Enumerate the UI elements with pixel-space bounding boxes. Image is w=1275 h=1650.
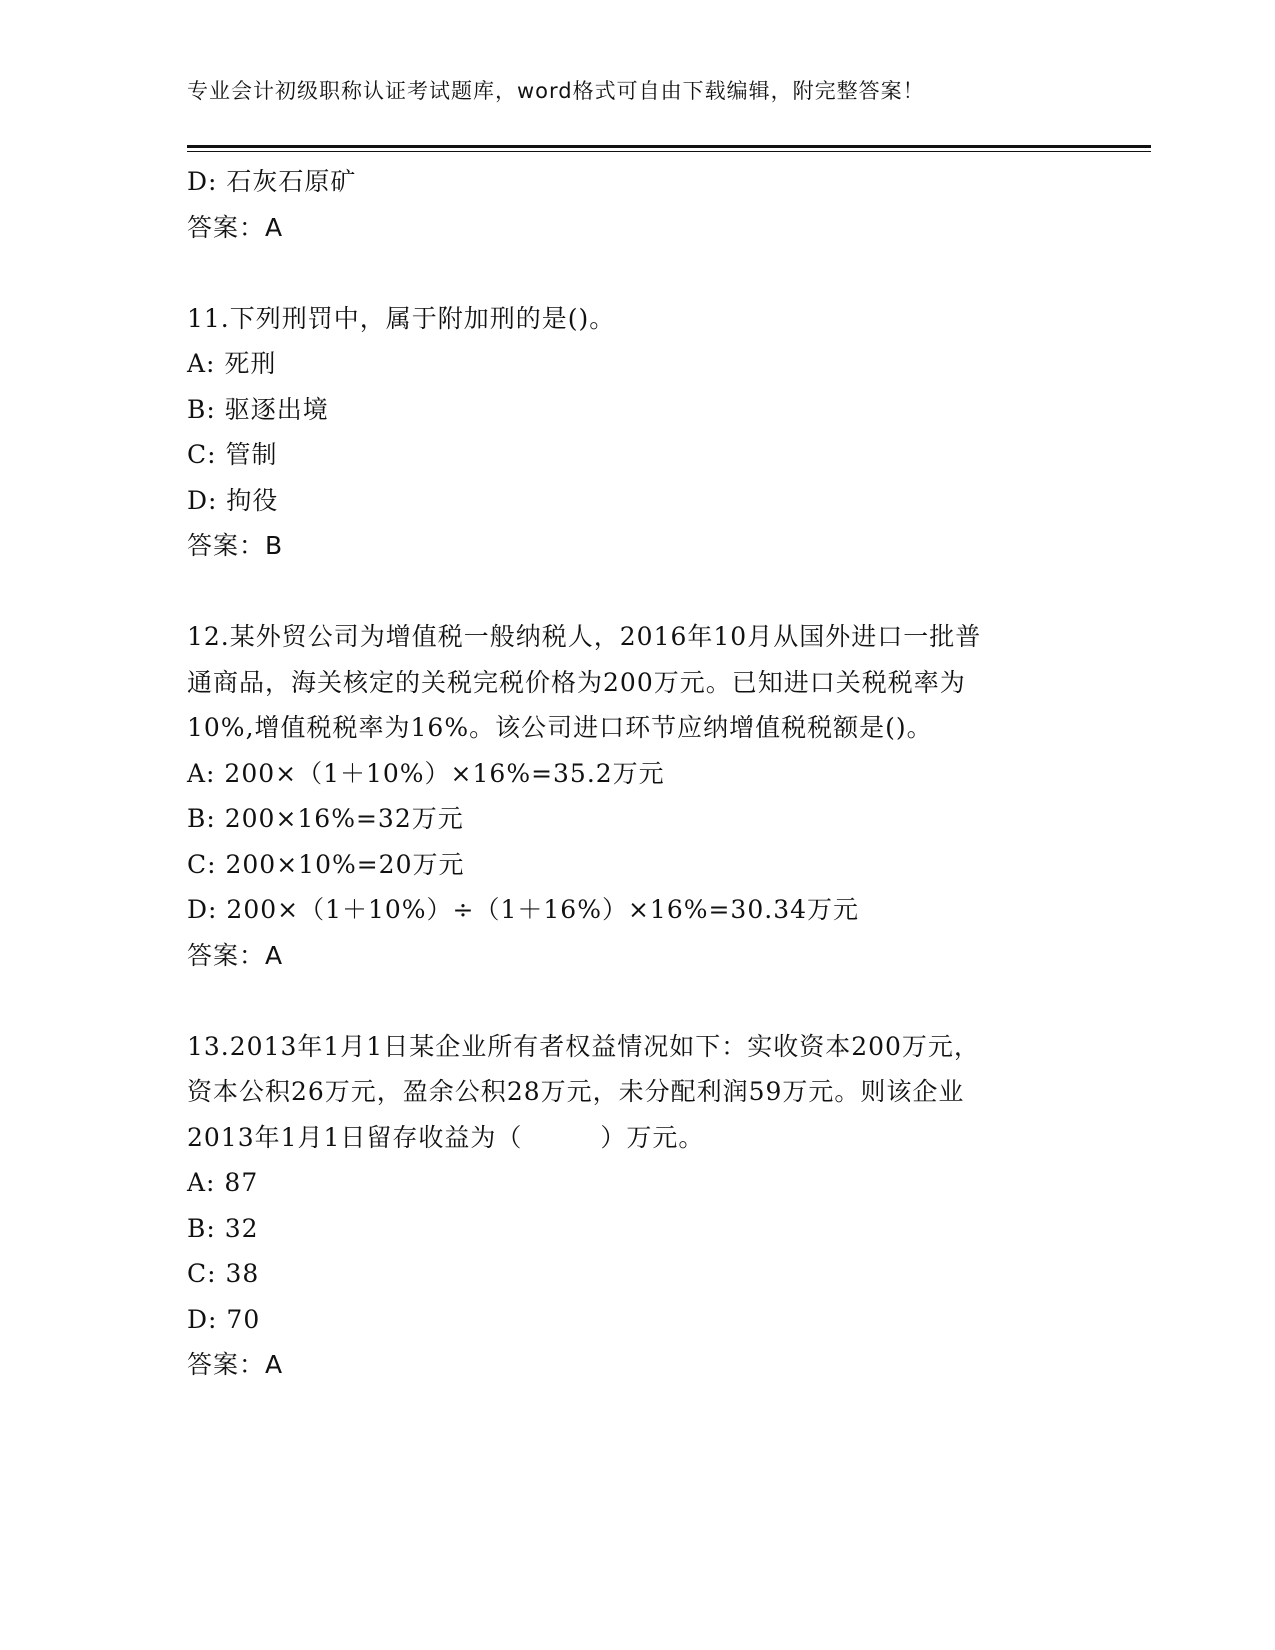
q12-stem-line-1: 12.某外贸公司为增值税一般纳税人，2016年10月从国外进口一批普 bbox=[187, 622, 982, 651]
header-rule-thin bbox=[187, 151, 1151, 152]
page-header: 专业会计初级职称认证考试题库，word格式可自由下载编辑，附完整答案！ bbox=[187, 79, 925, 103]
q12-stem-line-2: 通商品，海关核定的关税完税价格为200万元。已知进口关税税率为 bbox=[187, 667, 966, 697]
q13-option-c: C: 38 bbox=[187, 1259, 260, 1288]
prev-answer: 答案：A bbox=[187, 212, 284, 242]
q13-option-d: D: 70 bbox=[187, 1304, 261, 1334]
q11-option-a: A: 死刑 bbox=[187, 349, 277, 378]
spacer bbox=[187, 978, 1087, 1024]
q11-option-c: C: 管制 bbox=[187, 440, 278, 469]
question-content bbox=[187, 159, 1087, 1388]
q12-option-c: C: 200×10%=20万元 bbox=[187, 849, 465, 879]
header-rule-thick bbox=[187, 145, 1151, 148]
q13-answer: 答案：A bbox=[187, 1350, 284, 1379]
q12-option-b: B: 200×16%=32万元 bbox=[187, 804, 464, 833]
q13-stem-line-1: 13.2013年1月1日某企业所有者权益情况如下：实收资本200万元， bbox=[187, 1031, 980, 1061]
q11-option-b: B: 驱逐出境 bbox=[187, 394, 329, 424]
q13-stem-line-2: 资本公积26万元，盈余公积28万元，未分配利润59万元。则该企业 bbox=[187, 1077, 965, 1106]
q13-option-a: A: 87 bbox=[187, 1168, 259, 1197]
q12-stem-line-3: 10%,增值税税率为16%。该公司进口环节应纳增值税税额是()。 bbox=[187, 713, 933, 742]
spacer bbox=[187, 569, 1087, 615]
prev-option-d: D: 石灰石原矿 bbox=[187, 167, 357, 196]
q12-answer: 答案：A bbox=[187, 940, 284, 970]
q11-option-d: D: 拘役 bbox=[187, 485, 279, 515]
q11-answer: 答案：B bbox=[187, 531, 284, 560]
q12-option-a: A: 200×（1＋10%）×16%=35.2万元 bbox=[187, 758, 665, 788]
q11-stem: 11.下列刑罚中，属于附加刑的是()。 bbox=[187, 303, 616, 333]
q13-stem-line-3: 2013年1月1日留存收益为（ ）万元。 bbox=[187, 1122, 705, 1152]
q12-option-d: D: 200×（1＋10%）÷（1＋16%）×16%=30.34万元 bbox=[187, 895, 860, 924]
spacer bbox=[187, 250, 1087, 296]
q13-option-b: B: 32 bbox=[187, 1213, 259, 1243]
